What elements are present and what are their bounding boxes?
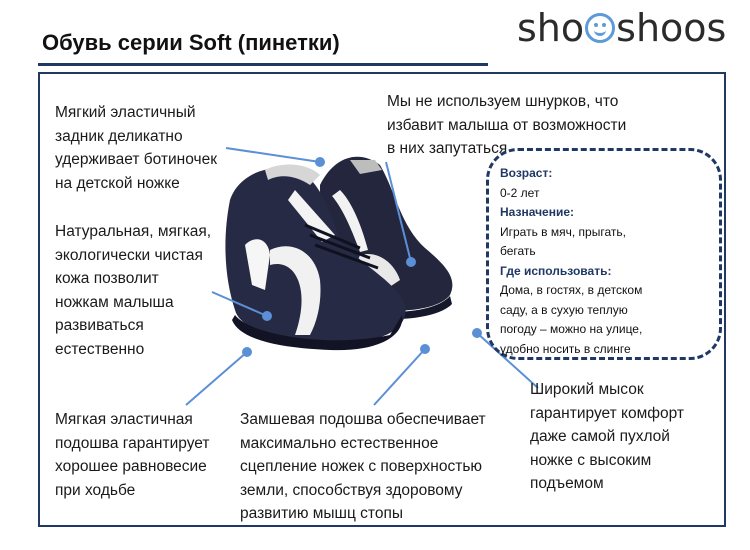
callout-suede xyxy=(240,408,486,526)
callout-leather-line: экологически чистая xyxy=(55,246,203,264)
pointer-line-heel xyxy=(226,148,320,162)
age-value: 0-2 лет xyxy=(500,185,540,200)
logo-text-left: sho xyxy=(517,6,585,50)
where-value-line: удобно носить в слинге xyxy=(500,341,631,356)
callout-heel-line: Мягкий эластичный xyxy=(55,104,196,121)
purpose-value-line: бегать xyxy=(500,244,536,258)
callout-toe-line: ножке с высоким xyxy=(530,451,652,469)
purpose-value-line: Играть в мяч, прыгать, xyxy=(500,224,626,239)
pointer-dot-toe xyxy=(473,329,481,337)
callout-heel xyxy=(55,101,217,195)
pointer-dot-laces xyxy=(407,258,415,266)
pointer-line-leather xyxy=(212,292,267,316)
callout-toe-line: подъемом xyxy=(530,475,604,492)
callout-toe-line: даже самой пухлой xyxy=(530,428,670,445)
where-value-line: саду, а в сухую теплую xyxy=(500,302,628,317)
callout-suede-line: максимально естественное xyxy=(240,434,439,452)
age-label: Возраст: xyxy=(500,166,553,180)
callout-leather-line: кожа позволит xyxy=(55,270,159,287)
logo-text-right: shoos xyxy=(616,6,727,50)
callout-toe-line: гарантирует комфорт xyxy=(530,404,685,422)
callout-suede-line: развитию мышц стопы xyxy=(240,505,403,522)
callout-sole-line: Мягкая эластичная xyxy=(55,411,193,428)
pointer-line-suede xyxy=(374,349,425,405)
where-label: Где использовать: xyxy=(500,263,612,278)
callout-toe-line: Широкий мысок xyxy=(530,381,644,398)
pointer-line-laces xyxy=(386,162,411,262)
pointer-dot-suede xyxy=(421,345,429,353)
callout-leather-line: Натуральная, мягкая, xyxy=(55,223,212,240)
where-value-line: Дома, в гостях, в детском xyxy=(500,283,643,297)
product-info xyxy=(500,164,705,359)
callout-laces-line: избавит малыша от возможности xyxy=(387,116,627,134)
callout-leather xyxy=(55,220,211,361)
callout-leather-line: естественно xyxy=(55,340,145,358)
callout-leather-line: ножкам малыша xyxy=(55,293,174,311)
callout-sole xyxy=(55,408,209,502)
callout-leather-line: развиваться xyxy=(55,317,144,334)
callout-heel-line: задник деликатно xyxy=(55,127,183,145)
pointer-dot-heel xyxy=(316,158,324,166)
callout-heel-line: удерживает ботиночек xyxy=(55,151,217,168)
pointer-dot-leather xyxy=(263,312,271,320)
callout-toe xyxy=(530,378,684,496)
callout-suede-line: Замшевая подошва обеспечивает xyxy=(240,411,486,428)
callout-sole-line: хорошее равновесие xyxy=(55,458,207,475)
callout-suede-line: сцепление ножек с поверхностью xyxy=(240,458,483,475)
callout-laces-line: в них запутаться xyxy=(387,140,508,157)
callout-sole-line: подошва гарантирует xyxy=(55,434,210,452)
callout-suede-line: земли, способствуя здоровому xyxy=(240,481,463,499)
pointer-dot-sole xyxy=(243,348,251,356)
purpose-label: Назначение: xyxy=(500,205,575,219)
where-value-line: погоду – можно на улице, xyxy=(500,322,643,336)
callout-sole-line: при ходьбе xyxy=(55,481,136,499)
callout-laces-line: Мы не используем шнурков, что xyxy=(387,93,619,110)
page-title: Обувь серии Soft (пинетки) xyxy=(42,30,340,55)
callout-heel-line: на детской ножке xyxy=(55,174,180,192)
